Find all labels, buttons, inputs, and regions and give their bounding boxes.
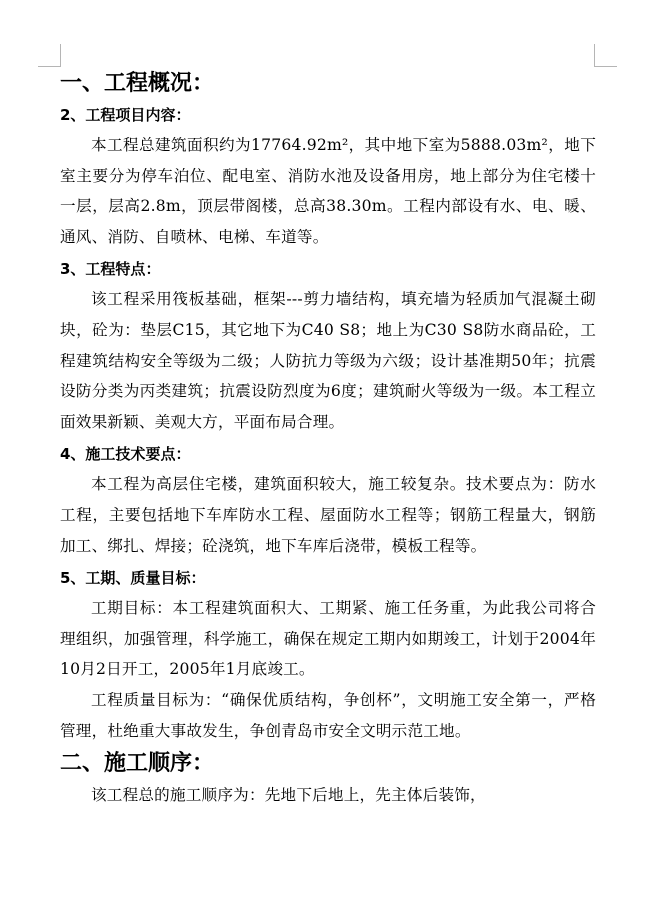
paragraph-project-content: 本工程总建筑面积约为17764.92m²，其中地下室为5888.03m²，地下室主要分为停车泊位、配电室、消防水池及设备用房，地上部分为住宅楼十一层，层高2.8m，顶层带阁楼，总高38.30m。工程内部设有水、电、暖、通风、消防、自喷林、电梯、车道等。 [60,136,596,246]
subheading-schedule-quality: 5、工期、质量目标： [60,569,206,588]
paragraph-construction-sequence: 该工程总的施工顺序为：先地下后地上，先主体后装饰， [91,786,486,805]
subheading-technical-points: 4、施工技术要点： [60,445,191,464]
section-heading-overview: 一、工程概况： [60,71,215,96]
paragraph-technical-points: 本工程为高层住宅楼，建筑面积较大，施工较复杂。技术要点为：防水工程，主要包括地下车库防水工程、屋面防水工程等；钢筋工程量大，钢筋加工、绑扎、焊接；砼浇筑，地下车库后浇带，模板工程等。 [60,475,596,555]
subheading-project-features: 3、工程特点： [60,260,161,279]
paragraph-project-features: 该工程采用筏板基础，框架---剪力墙结构，填充墙为轻质加气混凝土砌块，砼为：垫层C15，其它地下为C40 S8；地上为C30 S8防水商品砼，工程建筑结构安全等级为二级；人防抗力等级为六级；设计基准期50年；抗震设防分类为丙类建筑；抗震设防烈度为6度；建筑耐火等级为一级。本工程立面效果新颖、美观大方，平面布局合理。 [60,290,596,431]
paragraph-schedule-target: 工期目标：本工程建筑面积大、工期紧、施工任务重，为此我公司将合理组织，加强管理，科学施工，确保在规定工期内如期竣工，计划于2004年10月2日开工，2005年1月底竣工。 [60,599,596,679]
margin-corner-mark-right [594,44,617,67]
paragraph-quality-target: 工程质量目标为：“确保优质结构，争创杯”，文明施工安全第一，严格管理，杜绝重大事故发生，争创青岛市安全文明示范工地。 [60,690,596,740]
margin-corner-mark-left [38,44,61,67]
document-body [60,68,596,811]
section-heading-construction-sequence: 二、施工顺序： [60,751,215,777]
subheading-project-content: 2、工程项目内容： [60,106,191,124]
